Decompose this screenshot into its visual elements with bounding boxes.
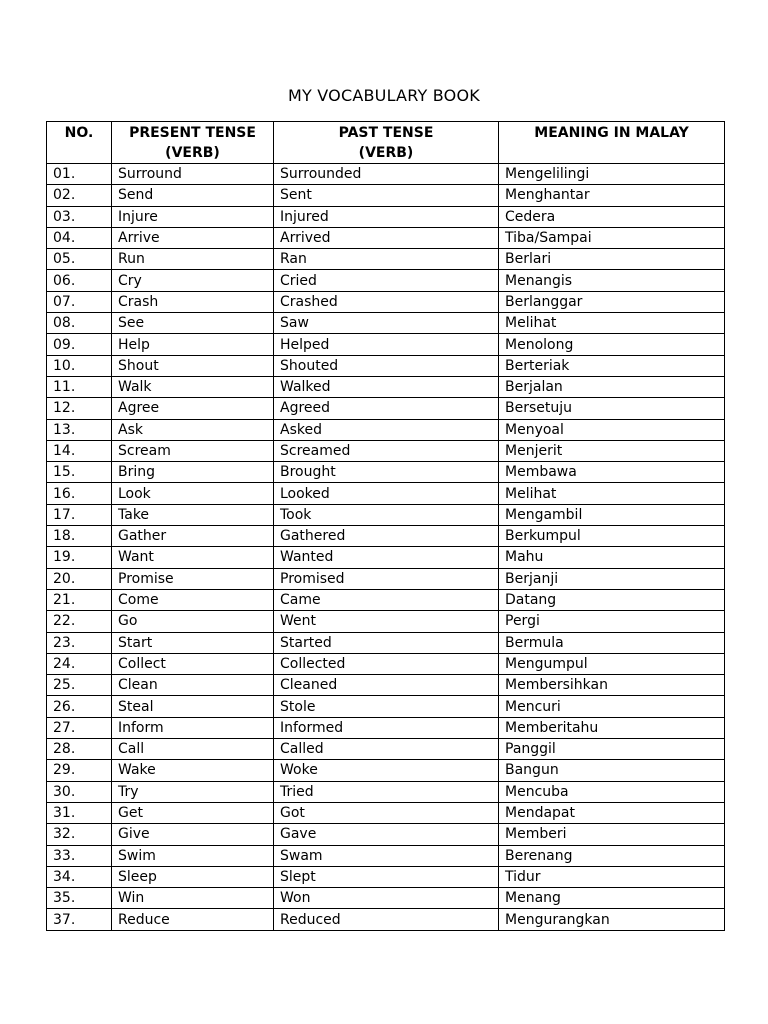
cell-present-tense: Call	[112, 739, 274, 760]
cell-past-tense: Shouted	[274, 355, 499, 376]
cell-present-tense: Crash	[112, 291, 274, 312]
cell-present-tense: Look	[112, 483, 274, 504]
cell-present-tense: Injure	[112, 206, 274, 227]
cell-present-tense: Give	[112, 824, 274, 845]
cell-no: 08.	[47, 313, 112, 334]
cell-past-tense: Informed	[274, 717, 499, 738]
table-row	[47, 589, 725, 610]
table-row	[47, 376, 725, 397]
cell-meaning: Cedera	[499, 206, 725, 227]
cell-no: 17.	[47, 504, 112, 525]
cell-present-tense: Run	[112, 249, 274, 270]
header-present-line2: (VERB)	[165, 145, 220, 161]
cell-past-tense: Came	[274, 589, 499, 610]
cell-meaning: Mengumpul	[499, 653, 725, 674]
cell-meaning: Pergi	[499, 611, 725, 632]
table-row	[47, 291, 725, 312]
cell-present-tense: Inform	[112, 717, 274, 738]
cell-present-tense: Take	[112, 504, 274, 525]
cell-past-tense: Surrounded	[274, 164, 499, 185]
table-row	[47, 760, 725, 781]
cell-no: 21.	[47, 589, 112, 610]
cell-past-tense: Cried	[274, 270, 499, 291]
cell-no: 01.	[47, 164, 112, 185]
cell-past-tense: Agreed	[274, 398, 499, 419]
cell-present-tense: Win	[112, 888, 274, 909]
header-present-tense	[112, 122, 274, 164]
cell-past-tense: Swam	[274, 845, 499, 866]
cell-meaning: Menolong	[499, 334, 725, 355]
cell-past-tense: Screamed	[274, 440, 499, 461]
cell-no: 04.	[47, 227, 112, 248]
table-row	[47, 632, 725, 653]
cell-past-tense: Wanted	[274, 547, 499, 568]
header-past-tense	[274, 122, 499, 164]
cell-past-tense: Helped	[274, 334, 499, 355]
cell-past-tense: Asked	[274, 419, 499, 440]
cell-present-tense: Clean	[112, 675, 274, 696]
table-row	[47, 675, 725, 696]
table-row	[47, 739, 725, 760]
header-past-line2: (VERB)	[358, 145, 414, 161]
cell-meaning: Mahu	[499, 547, 725, 568]
cell-meaning: Mengurangkan	[499, 909, 725, 930]
cell-past-tense: Woke	[274, 760, 499, 781]
cell-present-tense: Gather	[112, 526, 274, 547]
cell-no: 11.	[47, 376, 112, 397]
cell-past-tense: Won	[274, 888, 499, 909]
cell-meaning: Berteriak	[499, 355, 725, 376]
cell-meaning: Mengambil	[499, 504, 725, 525]
cell-present-tense: Agree	[112, 398, 274, 419]
cell-no: 22.	[47, 611, 112, 632]
vocabulary-table	[46, 121, 725, 931]
cell-no: 15.	[47, 462, 112, 483]
cell-meaning: Berjanji	[499, 568, 725, 589]
cell-no: 02.	[47, 185, 112, 206]
cell-no: 07.	[47, 291, 112, 312]
cell-present-tense: Sleep	[112, 866, 274, 887]
cell-present-tense: Try	[112, 781, 274, 802]
header-meaning: MEANING IN MALAY	[499, 122, 725, 164]
cell-present-tense: Steal	[112, 696, 274, 717]
cell-present-tense: Cry	[112, 270, 274, 291]
cell-no: 12.	[47, 398, 112, 419]
cell-no: 33.	[47, 845, 112, 866]
table-row	[47, 334, 725, 355]
table-row	[47, 802, 725, 823]
cell-no: 35.	[47, 888, 112, 909]
cell-meaning: Panggil	[499, 739, 725, 760]
table-row	[47, 483, 725, 504]
cell-no: 18.	[47, 526, 112, 547]
header-no: NO.	[47, 122, 112, 164]
cell-past-tense: Stole	[274, 696, 499, 717]
cell-present-tense: Ask	[112, 419, 274, 440]
table-row	[47, 611, 725, 632]
header-past-line1: PAST TENSE	[338, 125, 434, 141]
table-row	[47, 440, 725, 461]
cell-meaning: Mengelilingi	[499, 164, 725, 185]
cell-past-tense: Looked	[274, 483, 499, 504]
cell-present-tense: Want	[112, 547, 274, 568]
cell-past-tense: Reduced	[274, 909, 499, 930]
table-row	[47, 653, 725, 674]
cell-past-tense: Arrived	[274, 227, 499, 248]
table-body	[47, 164, 725, 931]
cell-meaning: Menang	[499, 888, 725, 909]
cell-past-tense: Took	[274, 504, 499, 525]
table-row	[47, 462, 725, 483]
cell-meaning: Memberitahu	[499, 717, 725, 738]
cell-no: 06.	[47, 270, 112, 291]
cell-meaning: Tiba/Sampai	[499, 227, 725, 248]
cell-no: 23.	[47, 632, 112, 653]
cell-past-tense: Cleaned	[274, 675, 499, 696]
cell-present-tense: Swim	[112, 845, 274, 866]
cell-meaning: Berjalan	[499, 376, 725, 397]
cell-present-tense: Wake	[112, 760, 274, 781]
cell-meaning: Berkumpul	[499, 526, 725, 547]
cell-meaning: Mencuri	[499, 696, 725, 717]
table-row	[47, 866, 725, 887]
cell-present-tense: Go	[112, 611, 274, 632]
cell-present-tense: Bring	[112, 462, 274, 483]
cell-meaning: Mencuba	[499, 781, 725, 802]
table-header-row	[47, 122, 725, 164]
table-row	[47, 227, 725, 248]
cell-no: 05.	[47, 249, 112, 270]
cell-no: 03.	[47, 206, 112, 227]
cell-meaning: Bangun	[499, 760, 725, 781]
cell-no: 09.	[47, 334, 112, 355]
cell-past-tense: Slept	[274, 866, 499, 887]
cell-present-tense: Surround	[112, 164, 274, 185]
cell-meaning: Berlanggar	[499, 291, 725, 312]
table-row	[47, 568, 725, 589]
table-row	[47, 504, 725, 525]
cell-meaning: Tidur	[499, 866, 725, 887]
cell-past-tense: Ran	[274, 249, 499, 270]
table-row	[47, 249, 725, 270]
cell-present-tense: Collect	[112, 653, 274, 674]
cell-no: 31.	[47, 802, 112, 823]
cell-past-tense: Gathered	[274, 526, 499, 547]
cell-no: 26.	[47, 696, 112, 717]
cell-no: 37.	[47, 909, 112, 930]
cell-past-tense: Started	[274, 632, 499, 653]
cell-present-tense: Scream	[112, 440, 274, 461]
cell-meaning: Mendapat	[499, 802, 725, 823]
table-row	[47, 398, 725, 419]
cell-meaning: Memberi	[499, 824, 725, 845]
cell-past-tense: Walked	[274, 376, 499, 397]
table-row	[47, 270, 725, 291]
table-row	[47, 696, 725, 717]
cell-meaning: Berlari	[499, 249, 725, 270]
cell-meaning: Menangis	[499, 270, 725, 291]
cell-meaning: Melihat	[499, 483, 725, 504]
table-row	[47, 824, 725, 845]
cell-meaning: Bersetuju	[499, 398, 725, 419]
cell-no: 13.	[47, 419, 112, 440]
cell-meaning: Datang	[499, 589, 725, 610]
cell-past-tense: Called	[274, 739, 499, 760]
cell-present-tense: Reduce	[112, 909, 274, 930]
cell-present-tense: Walk	[112, 376, 274, 397]
cell-past-tense: Brought	[274, 462, 499, 483]
cell-present-tense: Send	[112, 185, 274, 206]
cell-present-tense: Get	[112, 802, 274, 823]
cell-no: 29.	[47, 760, 112, 781]
cell-no: 20.	[47, 568, 112, 589]
cell-meaning: Berenang	[499, 845, 725, 866]
cell-no: 10.	[47, 355, 112, 376]
cell-no: 25.	[47, 675, 112, 696]
table-row	[47, 164, 725, 185]
header-present-line1: PRESENT TENSE	[129, 125, 256, 141]
cell-meaning: Membersihkan	[499, 675, 725, 696]
cell-no: 28.	[47, 739, 112, 760]
cell-no: 27.	[47, 717, 112, 738]
cell-meaning: Melihat	[499, 313, 725, 334]
cell-past-tense: Promised	[274, 568, 499, 589]
table-row	[47, 845, 725, 866]
table-row	[47, 547, 725, 568]
cell-past-tense: Injured	[274, 206, 499, 227]
cell-past-tense: Went	[274, 611, 499, 632]
cell-present-tense: Promise	[112, 568, 274, 589]
table-row	[47, 717, 725, 738]
cell-no: 34.	[47, 866, 112, 887]
cell-meaning: Menghantar	[499, 185, 725, 206]
page-title: MY VOCABULARY BOOK	[288, 86, 480, 105]
cell-past-tense: Tried	[274, 781, 499, 802]
table-row	[47, 781, 725, 802]
table-row	[47, 888, 725, 909]
cell-past-tense: Got	[274, 802, 499, 823]
table-row	[47, 419, 725, 440]
table-row	[47, 313, 725, 334]
table-row	[47, 206, 725, 227]
cell-past-tense: Saw	[274, 313, 499, 334]
cell-meaning: Menjerit	[499, 440, 725, 461]
cell-present-tense: Shout	[112, 355, 274, 376]
cell-meaning: Membawa	[499, 462, 725, 483]
cell-present-tense: Start	[112, 632, 274, 653]
cell-past-tense: Gave	[274, 824, 499, 845]
cell-past-tense: Sent	[274, 185, 499, 206]
table-row	[47, 526, 725, 547]
cell-present-tense: Arrive	[112, 227, 274, 248]
cell-no: 30.	[47, 781, 112, 802]
cell-past-tense: Collected	[274, 653, 499, 674]
cell-no: 32.	[47, 824, 112, 845]
table-row	[47, 185, 725, 206]
cell-meaning: Bermula	[499, 632, 725, 653]
cell-no: 16.	[47, 483, 112, 504]
table-row	[47, 909, 725, 930]
cell-present-tense: Come	[112, 589, 274, 610]
cell-no: 19.	[47, 547, 112, 568]
cell-no: 24.	[47, 653, 112, 674]
table-row	[47, 355, 725, 376]
cell-meaning: Menyoal	[499, 419, 725, 440]
cell-past-tense: Crashed	[274, 291, 499, 312]
cell-no: 14.	[47, 440, 112, 461]
cell-present-tense: Help	[112, 334, 274, 355]
cell-present-tense: See	[112, 313, 274, 334]
